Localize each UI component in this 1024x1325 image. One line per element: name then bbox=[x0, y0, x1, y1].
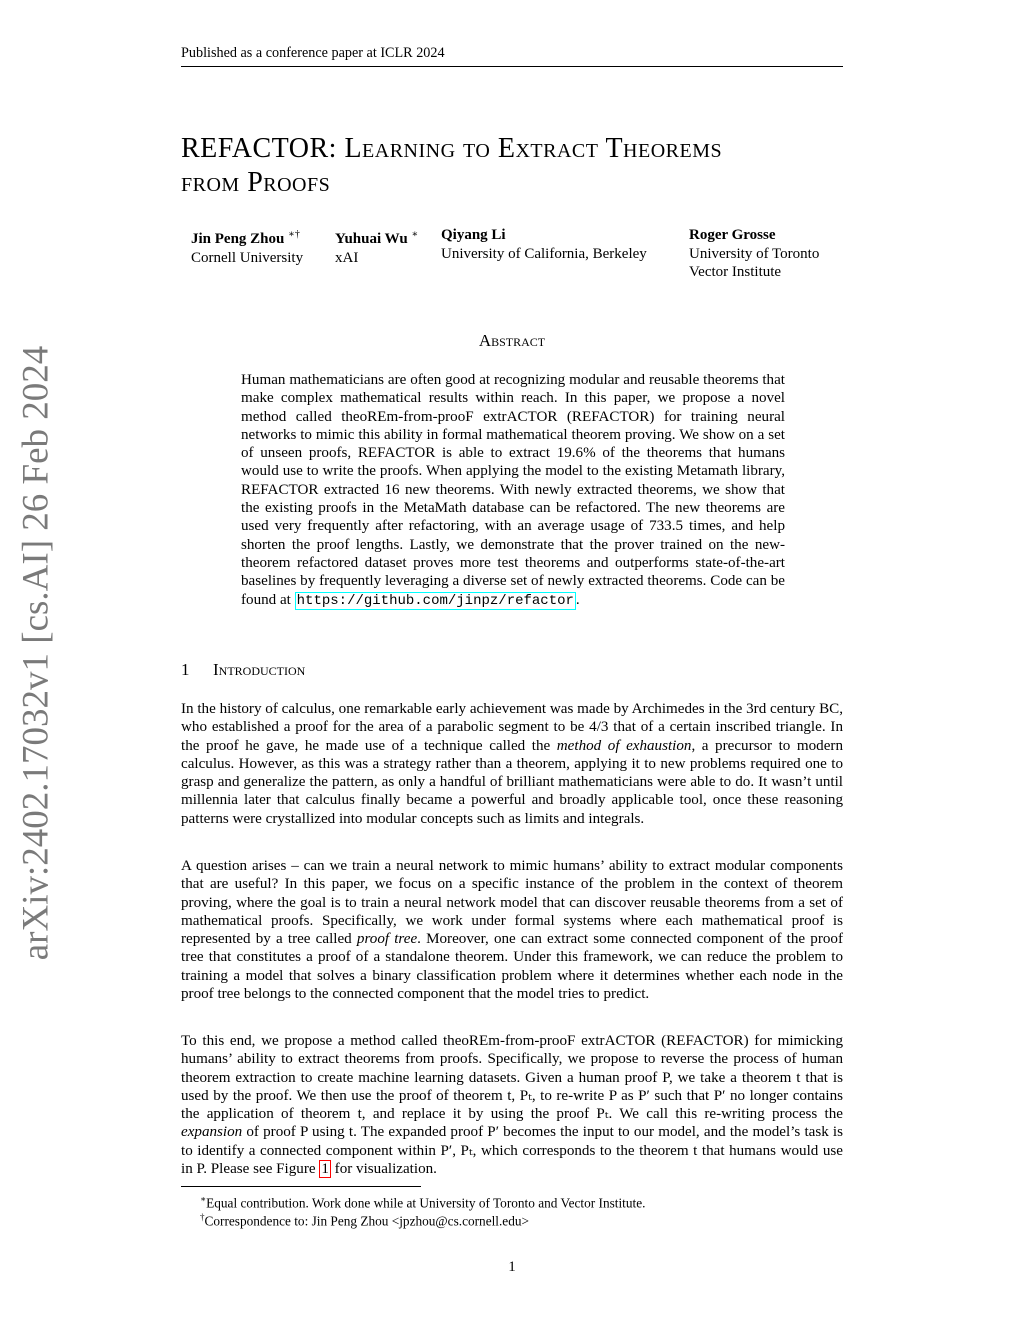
author-block-4 bbox=[689, 226, 819, 282]
abstract-text: Human mathematicians are often good at recognizing modular and reusable theorems that make complex mathematical results within reach. In this paper, we propose a novel method called theoREm-from-prooF extrACTOR (REFACTOR) for training neural networks to mimic this ability in formal mathematical theorem proving. We show on a set of unseen proofs, REFACTOR is able to extract 19.6% of the theorems that humans would use to write the proofs. When applying the model to the existing Metamath library, REFACTOR extracted 16 new theorems. With newly extracted theorems, we show that the existing proofs in the MetaMath database can be refactored. The new theorems are used very frequently after refactoring, with an average usage of 733.5 times, and help shorten the proof lengths. Lastly, we demonstrate that the prover trained on the new-theorem refactored dataset proves more test theorems and outperforms state-of-the-art baselines by frequently leveraging a diverse set of newly extracted theorems. Code can be found at bbox=[241, 372, 785, 608]
paper-title bbox=[181, 132, 861, 200]
para-text: To this end, we propose a method called theoREm-from-prooF extrACTOR (REFACTOR) for mimicking humans’ ability to extract theorems from proofs. Specifically, we propose to reverse the process of human theorem extraction to create machine learning datasets. Given a human proof P, we take a theorem t that is used by the proof. We then use the proof of theorem t, Pₜ, to re-write P as P′ such that P′ no longer contains the application of theorem t, and replace it by using the proof Pₜ. We call this re-writing process the bbox=[181, 1033, 843, 1123]
author-mark: ∗† bbox=[288, 229, 300, 240]
author-name: Yuhuai Wu bbox=[335, 231, 408, 247]
title-rest-line1: Learning to Extract Theorems bbox=[344, 133, 723, 164]
author-name: Roger Grosse bbox=[689, 227, 776, 243]
title-main: REFACTOR bbox=[181, 133, 329, 164]
author-block-1 bbox=[191, 226, 303, 267]
para-text: . Moreover, one can extract some connected component of the proof tree that constitutes a proof of a standalone theorem. Under this framework, we can reduce the problem to training a model that solves a binary classification problem where it determines whether each node in the proof tree belongs to the connected component that the model tries to predict. bbox=[181, 931, 843, 1003]
para-text: for visualization. bbox=[330, 1161, 437, 1178]
abstract-body bbox=[241, 371, 785, 610]
author-affiliation-2: Vector Institute bbox=[689, 264, 782, 280]
arxiv-stamp-wrapper bbox=[10, 345, 62, 961]
author-name: Qiyang Li bbox=[441, 227, 506, 243]
author-name: Jin Peng Zhou bbox=[191, 231, 285, 247]
page-number: 1 bbox=[508, 1259, 516, 1275]
intro-paragraph-2 bbox=[181, 857, 843, 1003]
para-emphasis: expansion bbox=[181, 1124, 243, 1141]
abstract-heading: Abstract bbox=[478, 331, 546, 350]
para-emphasis: method of exhaustion bbox=[556, 737, 692, 754]
figure-1-link[interactable]: 1 bbox=[321, 1161, 329, 1178]
footnote-text: Correspondence to: Jin Peng Zhou <jpzhou@cs.cornell.edu> bbox=[204, 1213, 530, 1229]
para-text: In the history of calculus, one remarkable early achievement was made by Archimedes in the 3rd century BC, who established a proof for the area of a parabolic segment to be 4/3 that of a certain inscribed triangle. In the proof he gave, he made use of a technique called the bbox=[181, 701, 843, 754]
footnote-text: Equal contribution. Work done while at University of Toronto and Vector Institute. bbox=[206, 1195, 646, 1211]
intro-paragraph-1 bbox=[181, 700, 843, 828]
footnote-2 bbox=[200, 1209, 529, 1229]
para-text: A question arises – can we train a neural network to mimic humans’ ability to extract modular components that are useful? In this paper, we focus on a specific instance of the problem in the context of theorem proving, where the goal is to train a neural network model that can discover reusable theorems from a set of mathematical proofs. Specifically, we work under formal systems where each mathematical proof is represented by a tree called bbox=[181, 858, 843, 948]
author-block-2 bbox=[335, 226, 418, 267]
para-emphasis: proof tree bbox=[356, 931, 418, 948]
title-rest-line2: from Proofs bbox=[181, 167, 331, 198]
author-block-3 bbox=[441, 226, 647, 263]
para-text: of proof P using t. The expanded proof P′ becomes the input to our model, and the model’s task is to identify a connected component within P′, Pₜ, which corresponds to the theorem t that humans would use in P. Please see Figure bbox=[181, 1124, 843, 1178]
title-colon: : bbox=[328, 133, 345, 164]
intro-paragraph-3 bbox=[181, 1032, 843, 1178]
section-number: 1 bbox=[181, 660, 190, 679]
footnote-mark: † bbox=[200, 1212, 205, 1222]
author-mark: ∗ bbox=[411, 229, 419, 240]
author-affiliation: University of California, Berkeley bbox=[441, 245, 647, 262]
author-affiliation: xAI bbox=[335, 249, 359, 266]
footnote-rule bbox=[181, 1186, 421, 1187]
section-title: Introduction bbox=[213, 660, 306, 679]
section-heading-introduction bbox=[181, 660, 305, 680]
arxiv-stamp[interactable]: arXiv:2402.17032v1 [cs.AI] 26 Feb 2024 bbox=[15, 345, 57, 961]
running-head: Published as a conference paper at ICLR 2024 bbox=[181, 45, 843, 67]
footnote-mark: ∗ bbox=[200, 1194, 207, 1204]
code-link[interactable]: https://github.com/jinpz/refactor bbox=[296, 592, 574, 609]
abstract-end: . bbox=[575, 591, 580, 608]
author-affiliation: University of Toronto bbox=[689, 245, 820, 262]
para-text: , a precursor to modern calculus. However, as this was a strategy rather than a theorem, applying it to new problems required one to grasp and generalize the pattern, as only a handful of brilliant mathematicians were able to do. It wasn’t until millennia later that calculus finally became a powerful and broadly applicable tool, once these reasoning patterns were crystallized into modular concepts such as limits and integrals. bbox=[181, 737, 843, 827]
author-affiliation: Cornell University bbox=[191, 249, 304, 266]
